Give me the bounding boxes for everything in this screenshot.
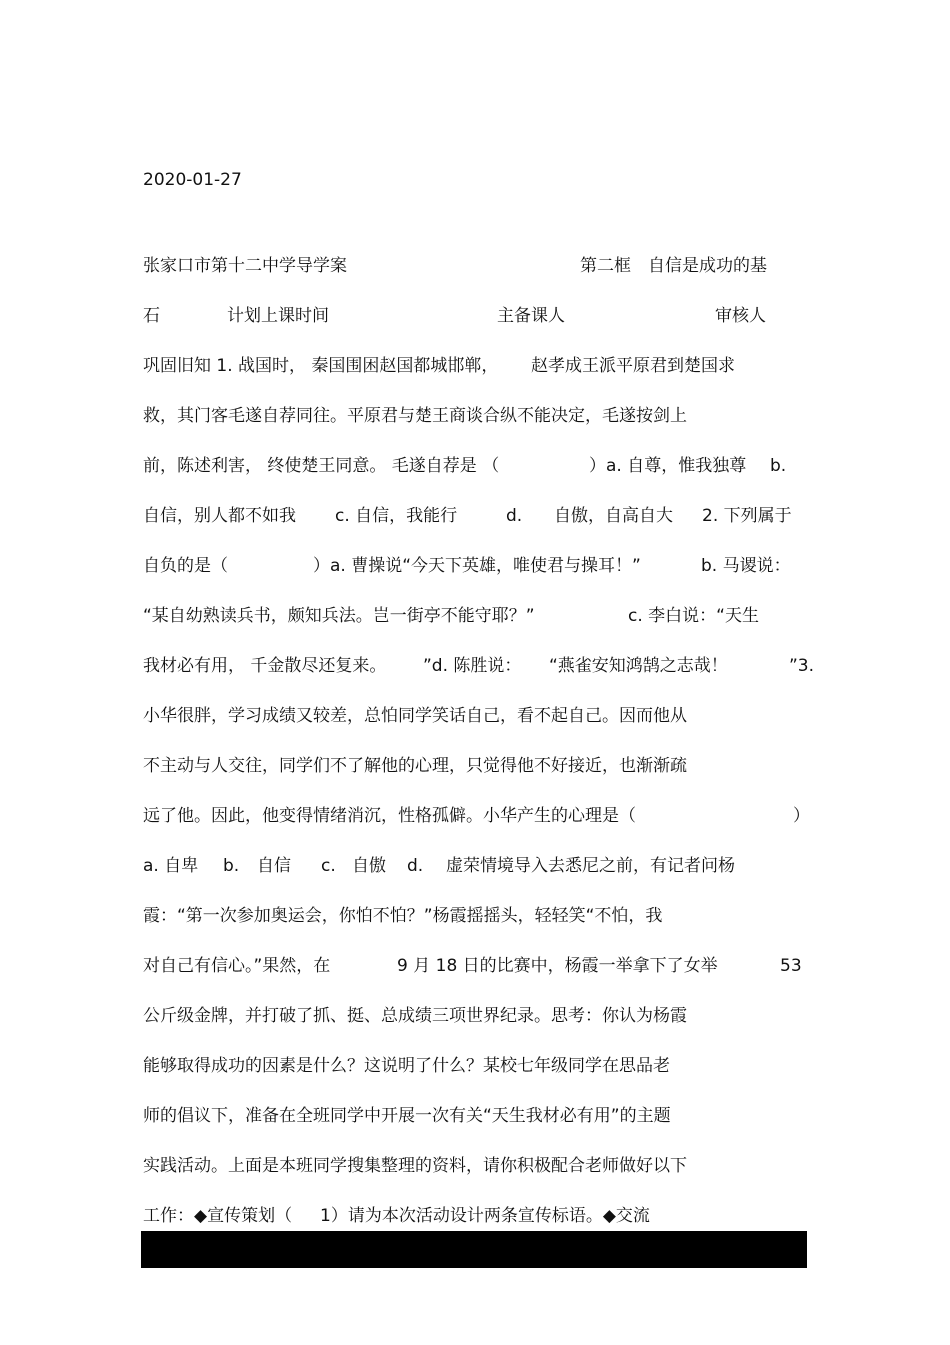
text-segment: “某自幼熟读兵书，颇知兵法。岂一街亭不能守耶？” bbox=[143, 606, 535, 626]
text-segment: 自信，别人都不如我 bbox=[143, 506, 296, 526]
text-segment: 9 月 18 日的比赛中，杨霞一举拿下了女举 bbox=[397, 956, 718, 976]
text-segment: 能够取得成功的因素是什么？这说明了什么？某校七年级同学在思品老 bbox=[143, 1056, 670, 1076]
text-segment: 我材必有用， 千金散尽还复来。 bbox=[143, 656, 387, 676]
redaction-bar bbox=[141, 1231, 807, 1268]
text-segment: d. bbox=[407, 856, 424, 876]
text-segment: 对自己有信心。”果然，在 bbox=[143, 956, 331, 976]
text-segment: 实践活动。上面是本班同学搜集整理的资料，请你积极配合老师做好以下 bbox=[143, 1156, 687, 1176]
text-segment: 自负的是（ bbox=[143, 556, 228, 576]
text-segment: 虚荣情境导入去悉尼之前，有记者问杨 bbox=[446, 856, 735, 876]
text-segment: 小华很胖，学习成绩又较差，总怕同学笑话自己，看不起自己。因而他从 bbox=[143, 706, 687, 726]
text-segment: 师的倡议下，准备在全班同学中开展一次有关“天生我材必有用”的主题 bbox=[143, 1106, 671, 1126]
text-segment: ”3. bbox=[789, 656, 815, 676]
lesson-title: 第二框 自信是成功的基 bbox=[580, 256, 767, 276]
text-segment: ）a. 曹操说“今天下英雄，唯使君与操耳！” bbox=[313, 556, 641, 576]
text-segment: 不主动与人交往，同学们不了解他的心理，只觉得他不好接近，也渐渐疏 bbox=[143, 756, 687, 776]
text-segment: c. 自信，我能行 bbox=[335, 506, 458, 526]
text-segment: 公斤级金牌，并打破了抓、挺、总成绩三项世界纪录。思考：你认为杨霞 bbox=[143, 1006, 687, 1026]
text-segment: b. bbox=[770, 456, 787, 476]
text-segment: d. bbox=[506, 506, 523, 526]
text-segment: “燕雀安知鸿鹄之志哉！ bbox=[549, 656, 728, 676]
text-segment: 自傲，自高自大 bbox=[554, 506, 673, 526]
text-segment: ）a. 自尊，惟我独尊 bbox=[589, 456, 747, 476]
text-segment: 自傲 bbox=[352, 856, 386, 876]
text-segment: a. 自卑 bbox=[143, 856, 199, 876]
planned-time-label: 计划上课时间 bbox=[227, 306, 329, 326]
text-segment: b. bbox=[223, 856, 240, 876]
text-segment: 巩固旧知 1. 战国时， 秦国围困赵国都城邯郸， bbox=[143, 356, 499, 376]
text-segment: 53 bbox=[780, 956, 802, 976]
text-segment: 赵孝成王派平原君到楚国求 bbox=[531, 356, 735, 376]
document-date: 2020-01-27 bbox=[143, 170, 242, 190]
text-segment: ”d. 陈胜说： bbox=[423, 656, 522, 676]
text-segment: b. 马谡说： bbox=[701, 556, 791, 576]
text-segment: ） bbox=[793, 806, 810, 826]
text-segment: 救，其门客毛遂自荐同往。平原君与楚王商谈合纵不能决定，毛遂按剑上 bbox=[143, 406, 687, 426]
text-segment: 1）请为本次活动设计两条宣传标语。◆交流 bbox=[320, 1206, 650, 1226]
school-title: 张家口市第十二中学导学案 bbox=[143, 256, 347, 276]
text-segment: c. bbox=[321, 856, 336, 876]
lead-teacher-label: 主备课人 bbox=[497, 306, 565, 326]
reviewer-label: 审核人 bbox=[715, 306, 766, 326]
text-segment: 霞：“第一次参加奥运会，你怕不怕？”杨霞摇摇头，轻轻笑“不怕，我 bbox=[143, 906, 663, 926]
text-segment: c. 李白说：“天生 bbox=[628, 606, 759, 626]
text-segment: 自信 bbox=[257, 856, 291, 876]
text-segment: 2. 下列属于 bbox=[702, 506, 792, 526]
text-segment: 前，陈述利害， 终使楚王同意。 毛遂自荐是 （ bbox=[143, 456, 500, 476]
lesson-title-cont: 石 bbox=[143, 306, 160, 326]
text-segment: 工作：◆宣传策划（ bbox=[143, 1206, 293, 1226]
text-segment: 远了他。因此，他变得情绪消沉，性格孤僻。小华产生的心理是（ bbox=[143, 806, 636, 826]
